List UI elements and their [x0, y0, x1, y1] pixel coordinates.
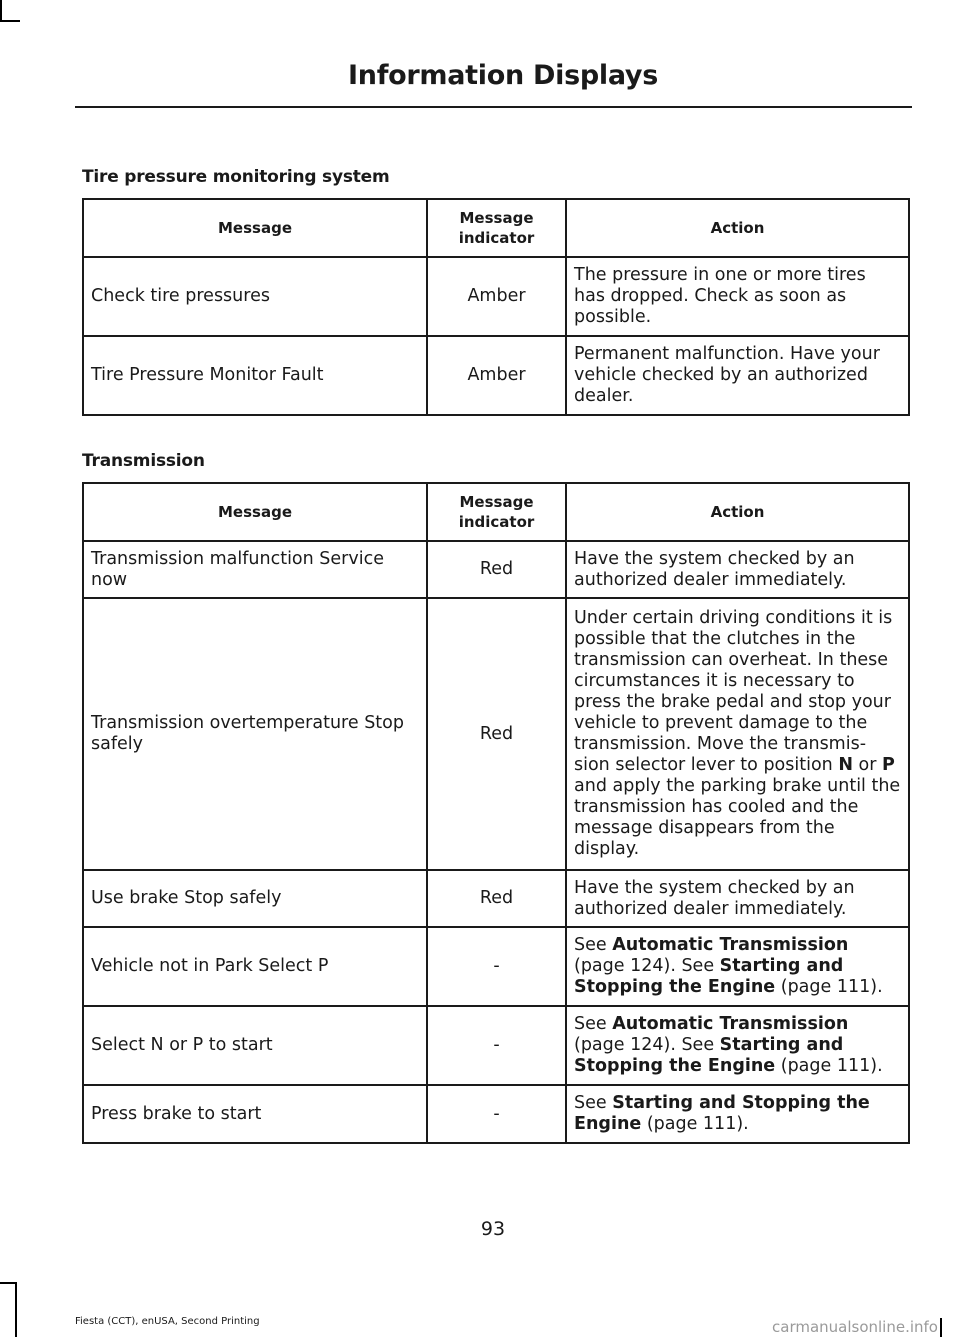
- table-header-row: [83, 483, 909, 541]
- header-divider: [75, 106, 912, 108]
- table-row: [83, 598, 909, 870]
- cross-reference-link: Automatic Transmission: [612, 1014, 849, 1034]
- table-header-row: [83, 199, 909, 257]
- cross-reference-link: Starting and Stopping the Engine: [574, 1093, 870, 1134]
- cell-indicator: Red: [427, 870, 566, 927]
- cell-action: The pressure in one or more tires has dropped. Check as soon as possible.: [566, 257, 909, 336]
- transmission-section-title: Transmission: [82, 451, 205, 471]
- cell-message: Press brake to start: [83, 1085, 427, 1143]
- crop-mark: [0, 0, 2, 20]
- transmission-table: [82, 482, 910, 1144]
- cell-action: Permanent malfunction. Have your vehicle checked by an authorized dealer.: [566, 336, 909, 415]
- cell-message: Check tire pressures: [83, 257, 427, 336]
- table-row: [83, 927, 909, 1006]
- cell-indicator: Amber: [427, 336, 566, 415]
- tpms-section-title: Tire pressure monitoring system: [82, 167, 390, 187]
- page-reference: (page 124).: [574, 956, 676, 976]
- cross-reference-link: Starting and Stopping the Engine: [574, 956, 844, 997]
- cell-indicator: Amber: [427, 257, 566, 336]
- action-bold-p: P: [882, 755, 895, 775]
- table-row: [83, 870, 909, 927]
- action-text: See: [574, 1014, 613, 1034]
- table-row: [83, 336, 909, 415]
- header-indicator: Message indicator: [427, 483, 566, 541]
- cross-reference-link: Starting and Stopping the Engine: [574, 1035, 844, 1076]
- cell-action: Have the system checked by an authorized dealer immediately.: [566, 870, 909, 927]
- table-row: [83, 1006, 909, 1085]
- crop-mark: [940, 1318, 942, 1337]
- action-text: See: [574, 935, 613, 955]
- page-reference: (page 111).: [775, 977, 883, 997]
- tpms-table: [82, 198, 910, 416]
- cell-action: [566, 598, 909, 870]
- cell-message: Transmission malfunction Service now: [83, 541, 427, 598]
- action-bold-n: N: [838, 755, 853, 775]
- cell-indicator: Red: [427, 598, 566, 870]
- footer-edition: Fiesta (CCT), enUSA, Second Printing: [75, 1316, 260, 1327]
- cell-indicator: -: [427, 1085, 566, 1143]
- header-indicator: Message indicator: [427, 199, 566, 257]
- table-row: [83, 541, 909, 598]
- page-reference: (page 111).: [641, 1114, 749, 1134]
- action-text: or: [852, 755, 883, 775]
- action-text: See: [675, 1035, 720, 1055]
- action-text: See: [574, 1093, 613, 1113]
- table-row: [83, 257, 909, 336]
- cell-message: Transmission overtemperature Stop safely: [83, 598, 427, 870]
- page-reference: (page 124).: [574, 1035, 676, 1055]
- cell-message: Tire Pressure Monitor Fault: [83, 336, 427, 415]
- cell-message: Select N or P to start: [83, 1006, 427, 1085]
- cell-message: Vehicle not in Park Select P: [83, 927, 427, 1006]
- cell-action: Have the system checked by an authorized dealer immediately.: [566, 541, 909, 598]
- header-message: Message: [83, 483, 427, 541]
- page-header-title: Information Displays: [348, 60, 658, 91]
- crop-mark: [0, 1282, 17, 1284]
- cell-action: [566, 1085, 909, 1143]
- table-row: [83, 1085, 909, 1143]
- cell-action: [566, 927, 909, 1006]
- header-message: Message: [83, 199, 427, 257]
- action-text: and apply the parking brake until the transmission has cooled and the message disappears from the display.: [574, 776, 901, 859]
- watermark: carmanualsonline.info: [772, 1318, 938, 1336]
- header-action: Action: [566, 483, 909, 541]
- cell-indicator: -: [427, 927, 566, 1006]
- cell-indicator: -: [427, 1006, 566, 1085]
- cell-action: [566, 1006, 909, 1085]
- crop-mark: [15, 1282, 17, 1337]
- page-reference: (page 111).: [775, 1056, 883, 1076]
- crop-mark: [0, 20, 20, 22]
- action-text: See: [675, 956, 720, 976]
- action-text: Under certain driving conditions it is possible that the clutches in the transmission can overheat. In these circumstances it is necessary to press the brake pedal and stop your vehicle to prevent damage to the transmission. Move the transmis- sion selector lever to position: [574, 608, 893, 775]
- cross-reference-link: Automatic Transmission: [612, 935, 849, 955]
- page-number: 93: [480, 1218, 506, 1240]
- header-action: Action: [566, 199, 909, 257]
- cell-message: Use brake Stop safely: [83, 870, 427, 927]
- cell-indicator: Red: [427, 541, 566, 598]
